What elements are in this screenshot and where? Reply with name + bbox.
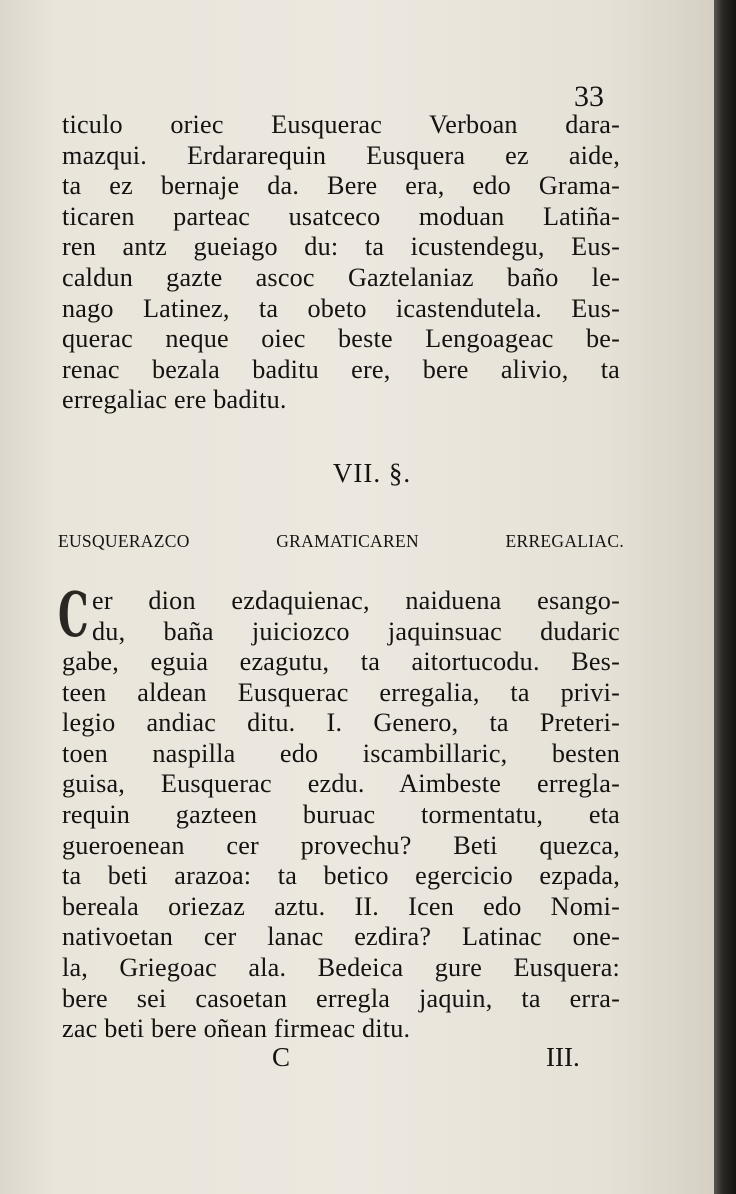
text-line: legio andiac ditu. I. Genero, ta Preteri- [62, 708, 620, 738]
catchword: III. [546, 1042, 580, 1072]
text-line: gueroenean cer provechu? Beti quezca, [62, 830, 620, 860]
drop-cap-letter: C [58, 578, 89, 651]
text-line: la, Griegoac ala. Bedeica gure Eusquera: [62, 952, 620, 982]
paragraph-continuation [62, 110, 620, 416]
paragraph-body [62, 647, 620, 1045]
text-line: mazqui. Erdararequin Eusquera ez aide, [62, 140, 620, 170]
text-line: gabe, eguia ezagutu, ta aitortucodu. Bes- [62, 647, 620, 676]
text-line: zac beti bere oñean firmeac ditu. [62, 1014, 411, 1044]
text-line: ticaren parteac usatceco moduan Latiña- [62, 201, 620, 231]
text-line: requin gazteen buruac tormentatu, eta [62, 799, 620, 829]
text-line: teen aldean Eusquerac erregalia, ta privi- [62, 677, 620, 707]
text-line: nago Latinez, ta obeto icastendutela. Eus- [62, 293, 620, 323]
section-title: EUSQUERAZCO GRAMATICAREN ERREGALIAC. [58, 531, 624, 551]
text-line: guisa, Eusquerac ezdu. Aimbeste erregla- [62, 769, 620, 799]
page-number: 33 [574, 80, 604, 113]
text-line: bere sei casoetan erregla jaquin, ta erra- [62, 983, 620, 1013]
text-line: renac bezala baditu ere, bere alivio, ta [62, 354, 620, 384]
text-line: toen naspilla edo iscambillaric, besten [62, 738, 620, 768]
text-line: er dion ezdaquienac, naiduena esango- [92, 586, 620, 615]
signature-mark: C [272, 1042, 291, 1072]
text-line: ta beti arazoa: ta betico egercicio ezpada, [62, 861, 620, 891]
text-line: querac neque oiec beste Lengoageac be- [62, 324, 620, 354]
text-line: bereala oriezaz aztu. II. Icen edo Nomi- [62, 891, 620, 921]
text-line: ticulo oriec Eusquerac Verboan dara- [62, 110, 620, 139]
section-number: VII. §. [332, 458, 412, 488]
binding-shadow [714, 0, 736, 1194]
text-line: caldun gazte ascoc Gaztelaniaz baño le- [62, 262, 620, 292]
paragraph-opening [92, 586, 620, 647]
text-line: du, baña juiciozco jaquinsuac dudaric [92, 616, 620, 646]
text-line: ren antz gueiago du: ta icustendegu, Eus- [62, 232, 620, 262]
text-line: nativoetan cer lanac ezdira? Latinac one- [62, 922, 620, 952]
text-line: ta ez bernaje da. Bere era, edo Grama- [62, 171, 620, 201]
drop-cap-initial [58, 578, 92, 651]
text-line: erregaliac ere baditu. [62, 385, 287, 415]
